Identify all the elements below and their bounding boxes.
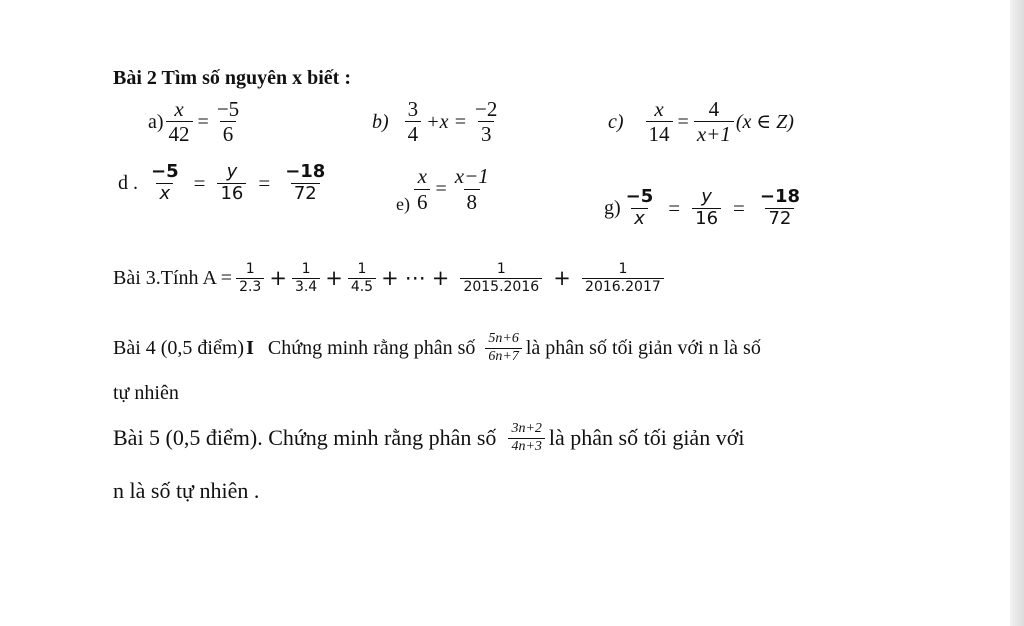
denominator: 3 [478, 121, 495, 145]
numerator: 1 [357, 261, 367, 277]
denominator: 2.3 [236, 278, 264, 295]
plus-sign: + [269, 266, 287, 291]
bai2-title: Bài 2 Tìm số nguyên x biết : [113, 67, 351, 89]
fraction [508, 422, 544, 454]
denominator: x [156, 183, 173, 204]
bai5-line2: n là số tự nhiên . [113, 478, 260, 503]
fraction [166, 98, 193, 145]
fraction [646, 98, 673, 145]
bai4-text1: Chứng minh rằng phân số [267, 337, 476, 360]
denominator: 3.4 [292, 278, 320, 295]
denominator: 14 [646, 121, 673, 145]
page-edge-shadow [1010, 0, 1024, 626]
numerator: −5 [216, 97, 240, 121]
fraction [452, 165, 492, 212]
exercise-d-label: d . [118, 172, 138, 195]
ellipsis: ⋯ [404, 266, 426, 291]
fraction [236, 262, 264, 294]
equals-sign: = [435, 178, 447, 200]
denominator: 4n+3 [508, 438, 544, 455]
plus-sign: + [431, 266, 450, 291]
equals-sign: = [258, 171, 271, 196]
equals-sign: = [668, 196, 681, 221]
bai4-prefix: Bài 4 (0,5 điểm) [113, 337, 245, 360]
fraction [485, 332, 521, 364]
condition-text: (x ∈ Z) [735, 110, 794, 133]
numerator: x [174, 97, 184, 121]
denominator: 4 [405, 121, 422, 145]
fraction [576, 262, 670, 294]
fraction [454, 262, 548, 294]
numerator: x−1 [454, 164, 489, 189]
denominator: 42 [166, 121, 193, 145]
numerator: y [701, 186, 712, 207]
fraction [757, 188, 803, 229]
fraction [348, 262, 376, 294]
plus-sign: + [381, 266, 399, 291]
numerator: 5n+6 [488, 331, 519, 346]
numerator: −5 [151, 161, 179, 182]
denominator: 72 [291, 183, 320, 204]
numerator: 3n+2 [511, 421, 542, 436]
bai5-text2: là phân số tối giản với [548, 425, 745, 451]
exercise-e [396, 162, 494, 216]
exercise-g-label: g) [604, 197, 621, 220]
equals-sign: = [197, 110, 209, 133]
bai3-line [113, 262, 672, 294]
exercise-d [118, 163, 330, 204]
numerator: x [654, 97, 664, 121]
equals-sign: = [677, 110, 689, 133]
exercise-c [608, 98, 794, 145]
exercise-b [372, 98, 502, 145]
denominator: 6 [414, 189, 431, 213]
fraction [472, 98, 500, 145]
plus-sign: + [553, 266, 571, 291]
numerator: y [226, 161, 238, 182]
fraction [282, 163, 328, 204]
denominator: 16 [692, 208, 721, 229]
denominator: 4.5 [348, 278, 376, 295]
denominator: x+1 [694, 121, 734, 145]
numerator: 1 [618, 261, 628, 277]
denominator: 2016.2017 [582, 278, 664, 295]
fraction [148, 163, 182, 204]
fraction [694, 98, 734, 145]
denominator: 2015.2016 [460, 278, 542, 295]
denominator: x [631, 208, 648, 229]
bai5-line1 [113, 422, 744, 454]
numerator: 1 [245, 261, 255, 277]
numerator: 3 [407, 97, 419, 121]
fraction [414, 165, 431, 212]
exercise-a-label: a) [148, 110, 164, 133]
denominator: 6 [220, 121, 237, 145]
fraction [217, 163, 246, 204]
fraction [214, 98, 242, 145]
denominator: 6n+7 [485, 348, 521, 365]
plus-sign: + [325, 266, 343, 291]
bai4-text2: là phân số tối giản với n là số [525, 337, 761, 360]
exercise-c-label: c) [608, 110, 624, 133]
exercise-e-label: e) [396, 194, 410, 214]
fraction [405, 98, 422, 145]
fraction [292, 262, 320, 294]
numerator: −2 [475, 97, 498, 121]
equals-sign: = [193, 171, 206, 196]
text-cursor-icon: I [246, 337, 254, 360]
exercise-g [604, 188, 805, 229]
numerator: −18 [285, 161, 326, 182]
plus-x-equals: +x = [426, 110, 468, 133]
numerator: x [417, 164, 427, 189]
numerator: 1 [301, 261, 311, 277]
fraction [623, 188, 657, 229]
numerator: 1 [496, 261, 506, 277]
denominator: 72 [765, 208, 794, 229]
bai5-text1: Bài 5 (0,5 điểm). Chứng minh rằng phân số [113, 425, 497, 451]
denominator: 8 [464, 189, 481, 213]
equals-sign: = [733, 196, 745, 221]
numerator: −5 [625, 186, 654, 207]
bai4-line2: tự nhiên [113, 382, 179, 404]
bai4-line1 [113, 332, 761, 364]
denominator: 16 [217, 183, 246, 204]
numerator: −18 [759, 186, 801, 207]
bai3-prefix: Bài 3.Tính A = [113, 267, 233, 290]
exercise-a [148, 98, 244, 145]
fraction [692, 188, 721, 229]
exercise-b-label: b) [372, 110, 389, 133]
numerator: 4 [708, 97, 720, 121]
